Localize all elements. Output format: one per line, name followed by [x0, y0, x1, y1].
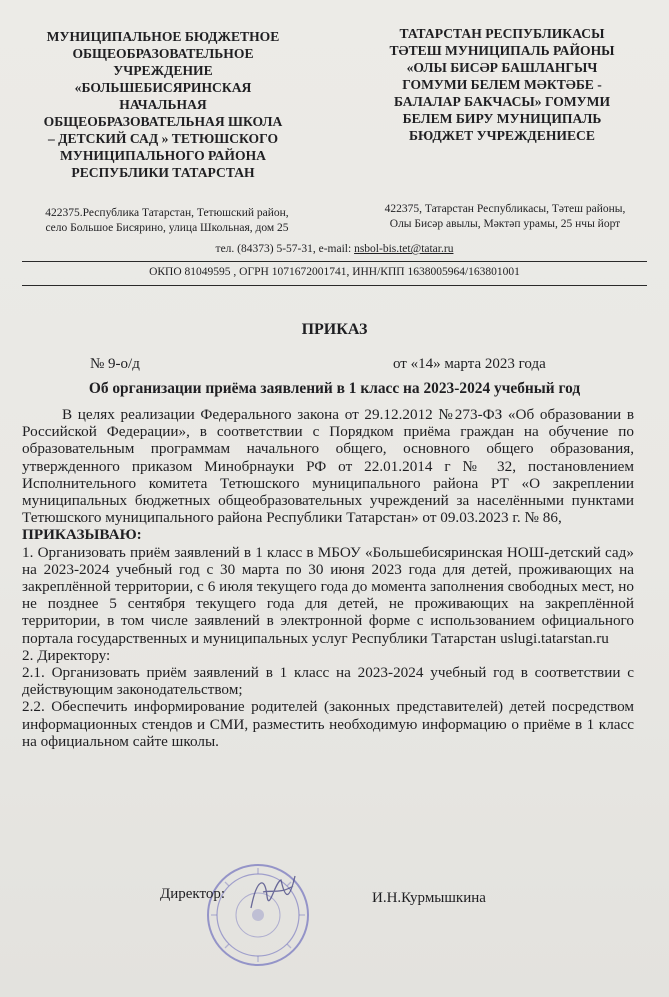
document-subject: Об организации приёма заявлений в 1 класс на 2023-2024 учебный год [88, 380, 581, 397]
intro-paragraph: В целях реализации Федерального закона от 29.12.2012 №273-ФЗ «Об образовании в Российской Федерации», в соответствии с Порядком приёма граждан на обучение по образовательным программам начального общего, основного общего образования, утвержденного приказом Минобрнауки РФ от 22.01.2014 г № 32, постановлением Исполнительного комитета Тетюшского муниципального района РТ «О закреплении муниципальных бюджетных общеобразовательных учреждений за населёнными пунктами Тетюшского муниципального района Республики Татарстан» от 09.03.2023 г. № 86, [22, 406, 634, 527]
header-right-line: БАЛАЛАР БАКЧАСЫ» ГОМУМИ [393, 94, 611, 109]
header-left-line: МУНИЦИПАЛЬНОЕ БЮДЖЕТНОЕ [46, 29, 280, 44]
phone-text: тел. (84373) 5-57-31, e-mail: [215, 243, 352, 255]
order-item: 1. Организовать приём заявлений в 1 класс в МБОУ «Большебисяринская НОШ-детский сад» на 2023-2024 учебный год с 30 марта по 30 июня 2023 года для детей, проживающих на закреплённой территории, с 6 июля текущего года до момента заполнения свободных мест, но не позднее 5 сентября текущего года для детей, не проживающих на закреплённой территории, в том числе заявлений в электронной форме с использованием официального портала государственных и муниципальных услуг Республики Татарстан uslugi.tatarstan.ru [22, 543, 634, 647]
header-divider [22, 261, 647, 262]
header-right-line: «ОЛЫ БИСӘР БАШЛАНГЫЧ [406, 60, 598, 75]
director-signature [245, 868, 305, 923]
header-left-org-name [18, 28, 308, 181]
document-date: от «14» марта 2023 года [393, 356, 546, 372]
header-right-line: ГОМУМИ БЕЛЕМ МӘКТӘБЕ - [402, 77, 602, 92]
header-left-line: ОБЩЕОБРАЗОВАТЕЛЬНОЕ [72, 46, 254, 61]
signatory-name: И.Н.Курмышкина [372, 890, 486, 906]
registration-codes: ОКПО 81049595 , ОГРН 1071672001741, ИНН/КПП 1638005964/163801001 [149, 266, 520, 278]
address-line: Олы Бисәр авылы, Мәктәп урамы, 25 нчы йорт [389, 218, 621, 230]
header-right-line: ТӘТЕШ МУНИЦИПАЛЬ РАЙОНЫ [389, 43, 615, 58]
header-left-line: – ДЕТСКИЙ САД » ТЕТЮШСКОГО [47, 131, 279, 146]
header-left-line: «БОЛЬШЕБИСЯРИНСКАЯ [74, 80, 252, 95]
address-line: 422375, Татарстан Республикасы, Тәтеш районы, [384, 203, 626, 215]
order-item: 2. Директору: [22, 646, 111, 664]
order-word: ПРИКАЗЫВАЮ: [22, 526, 142, 544]
signature-label: Директор: [160, 886, 226, 902]
header-left-line: УЧРЕЖДЕНИЕ [113, 63, 213, 78]
header-right-line: БЕЛЕМ БИРУ МУНИЦИПАЛЬ [402, 111, 602, 126]
order-item: 2.1. Организовать приём заявлений в 1 класс на 2023-2024 учебный год в соответствии с действующим законодательством; [22, 664, 634, 699]
address-line: село Большое Бисярино, улица Школьная, дом 25 [45, 222, 289, 234]
header-left-line: РЕСПУБЛИКИ ТАТАРСТАН [71, 165, 255, 180]
header-right-line: ТАТАРСТАН РЕСПУБЛИКАСЫ [399, 26, 605, 41]
contact-line [0, 243, 669, 255]
document-body [22, 406, 634, 750]
header-left-address [26, 206, 308, 236]
order-item: 2.2. Обеспечить информирование родителей (законных представителей) детей посредством информационных стендов и СМИ, разместить необходимую информацию о приёме в 1 класс на официальном сайте школы. [22, 698, 634, 750]
header-right-line: БЮДЖЕТ УЧРЕЖДЕНИЕСЕ [409, 128, 595, 143]
document-number: № 9-о/д [90, 356, 140, 372]
header-right-address [355, 202, 655, 232]
document-title: ПРИКАЗ [301, 321, 368, 338]
header-left-line: НАЧАЛЬНАЯ [119, 97, 207, 112]
address-line: 422375.Республика Татарстан, Тетюшский район, [45, 207, 289, 219]
header-right-org-name [352, 25, 652, 144]
header-left-line: ОБЩЕОБРАЗОВАТЕЛЬНАЯ ШКОЛА [43, 114, 283, 129]
header-divider-bottom [22, 285, 647, 286]
header-left-line: МУНИЦИПАЛЬНОГО РАЙОНА [60, 148, 266, 163]
email-link[interactable]: nsbol-bis.tet@tatar.ru [354, 243, 454, 255]
